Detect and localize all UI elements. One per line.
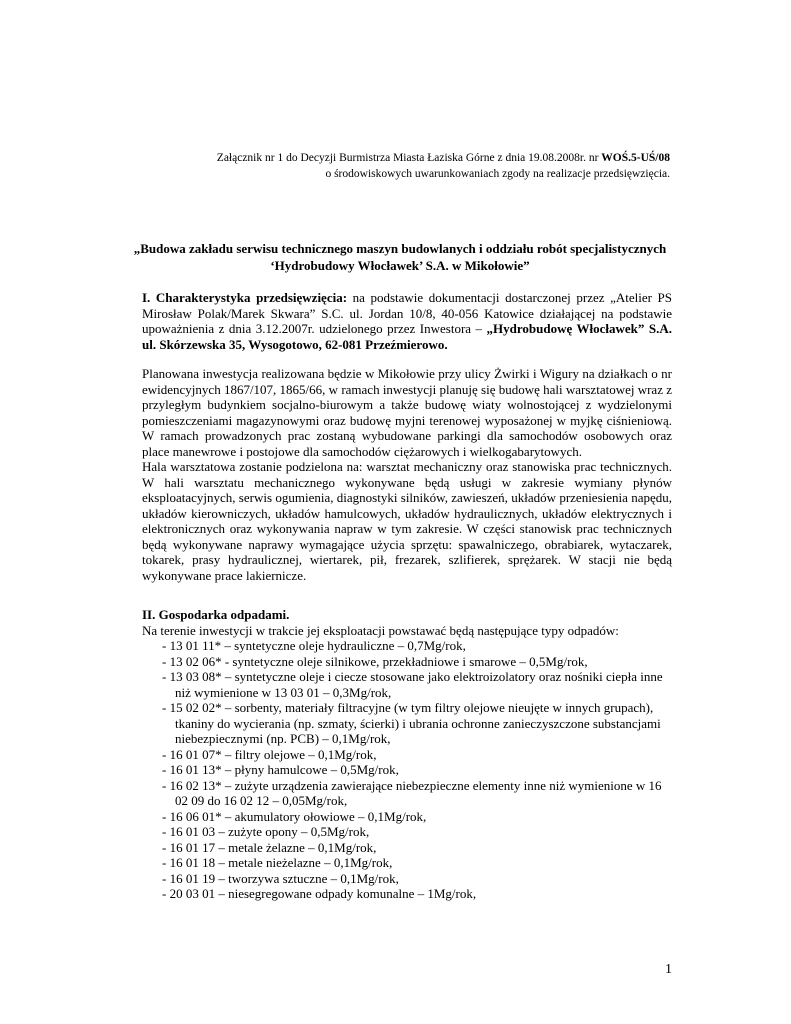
project-characteristics-section <box>142 290 672 352</box>
waste-list-item: - 13 01 11* – syntetyczne oleje hydrauliczne – 0,7Mg/rok, <box>162 638 466 653</box>
project-characteristics-paragraph <box>142 290 672 352</box>
section-heading-characteristics: I. Charakterystyka przedsięwzięcia: <box>142 290 348 305</box>
section-heading-waste: II. Gospodarka odpadami. <box>142 607 290 622</box>
waste-list-item: - 16 01 07* – filtry olejowe – 0,1Mg/rok, <box>162 746 377 762</box>
waste-list <box>142 638 672 902</box>
waste-list-item: - 20 03 01 – niesegregowane odpady komunalne – 1Mg/rok, <box>162 886 477 901</box>
waste-list-item: - 16 01 03 – zużyte opony – 0,5Mg/rok, <box>162 824 370 839</box>
investment-description-section <box>142 366 672 583</box>
attachment-note-line2: o środowiskowych uwarunkowaniach zgody na realizacje przedsięwzięcia. <box>325 168 670 180</box>
document-title <box>100 240 700 274</box>
waste-list-item: - 15 02 02* – sorbenty, materiały filtracyjne (w tym filtry olejowe nieujęte w innych grupach), tkaniny do wycierania (np. szmaty, ścierki) i ubrania ochronne zanieczyszczone substancjami niebezpiecznymi (np. PCB) – 0,1Mg/rok, <box>162 700 661 746</box>
waste-list-item: - 16 01 19 – tworzywa sztuczne – 0,1Mg/rok, <box>162 870 399 886</box>
waste-list-item: - 16 01 18 – metale nieżelazne – 0,1Mg/rok, <box>162 855 393 870</box>
waste-list-item: - 13 02 06* - syntetyczne oleje silnikowe, przekładniowe i smarowe – 0,5Mg/rok, <box>162 653 588 669</box>
document-title-line2: ‘Hydrobudowy Włocławek’ S.A. w Mikołowie” <box>270 258 530 273</box>
investment-paragraph: Planowana inwestycja realizowana będzie w Mikołowie przy ulicy Żwirki i Wigury na działkach o nr ewidencyjnych 1867/107, 1865/66, w ramach inwestycji planuję się budowę hali warsztatowej wraz z przyległym budynkiem socjalno-biurowym a także budowę wiaty wolnostojącej z wydzielonymi pomieszczeniami magazynowymi oraz budowę myjni terenowej wyposażonej w myjkę ciśnieniową. W ramach prowadzonych prac zostaną wybudowane parkingi dla samochodów osobowych oraz place manewrowe i postojowe dla samochodów ciężarowych i wielkogabarytowych. <box>142 366 672 459</box>
investor-name: „Hydrobudowę Włocławek” S.A. ul. Skórzewska 35, Wysogotowo, 62-081 Przeźmierowo. <box>142 321 672 352</box>
waste-list-item: - 13 03 08* – syntetyczne oleje i ciecze stosowane jako elektroizolatory oraz nośniki ciepła inne niż wymienione w 13 03 01 – 0,3Mg/rok, <box>162 669 663 700</box>
document-title-line1: „Budowa zakładu serwisu technicznego maszyn budowlanych i oddziału robót specjalistycznych <box>133 241 667 256</box>
waste-list-item: - 16 02 13* – zużyte urządzenia zawierające niebezpieczne elementy inne niż wymienione w 16 02 09 do 16 02 12 – 0,05Mg/rok, <box>162 777 662 808</box>
waste-list-item: - 16 01 17 – metale żelazne – 0,1Mg/rok, <box>162 839 377 855</box>
decision-reference: WOŚ.5-UŚ/08 <box>601 152 670 164</box>
page-number: 1 <box>665 962 672 977</box>
waste-list-item: - 16 01 13* – płyny hamulcowe – 0,5Mg/rok, <box>162 762 399 777</box>
workshop-paragraph: Hala warsztatowa zostanie podzielona na: warsztat mechaniczny oraz stanowiska prac technicznych. W hali warsztatu mechanicznego wykonywane będą usługi w zakresie wymiany płynów eksploatacyjnych, serwis ogumienia, diagnostyki silników, zawieszeń, układów przeniesienia napędu, układów kierowniczych, układów hamulcowych, układów hydraulicznych, układów elektrycznych i elektronicznych oraz wykonywania napraw w tym zakresie. W części stanowisk prac technicznych będą wykonywane naprawy wymagające użycia sprzętu: spawalniczego, obrabiarek, wytaczarek, tokarek, prasy hydraulicznej, wiertarek, pił, frezarek, szlifierek, sprężarek. W stacji nie będą wykonywane prace lakiernicze. <box>142 459 672 583</box>
characteristics-text: na podstawie dokumentacji dostarczonej przez „Atelier PS Mirosław Polak/Marek Skwara” S.C. ul. Jordan 10/8, 40-056 Katowice działającej na podstawie upoważnienia z dnia 3.12.2007r. udzielonego przez Inwestora – <box>142 290 672 336</box>
waste-management-section <box>142 607 672 902</box>
waste-intro: Na terenie inwestycji w trakcie jej eksploatacji powstawać będą następujące typy odpadów: <box>142 622 619 638</box>
waste-list-item: - 16 06 01* – akumulatory ołowiowe – 0,1Mg/rok, <box>162 808 427 824</box>
attachment-note <box>150 150 670 182</box>
attachment-note-prefix: Załącznik nr 1 do Decyzji Burmistrza Miasta Łaziska Górne z dnia 19.08.2008r. nr <box>216 152 602 164</box>
attachment-note-line1 <box>150 150 670 166</box>
